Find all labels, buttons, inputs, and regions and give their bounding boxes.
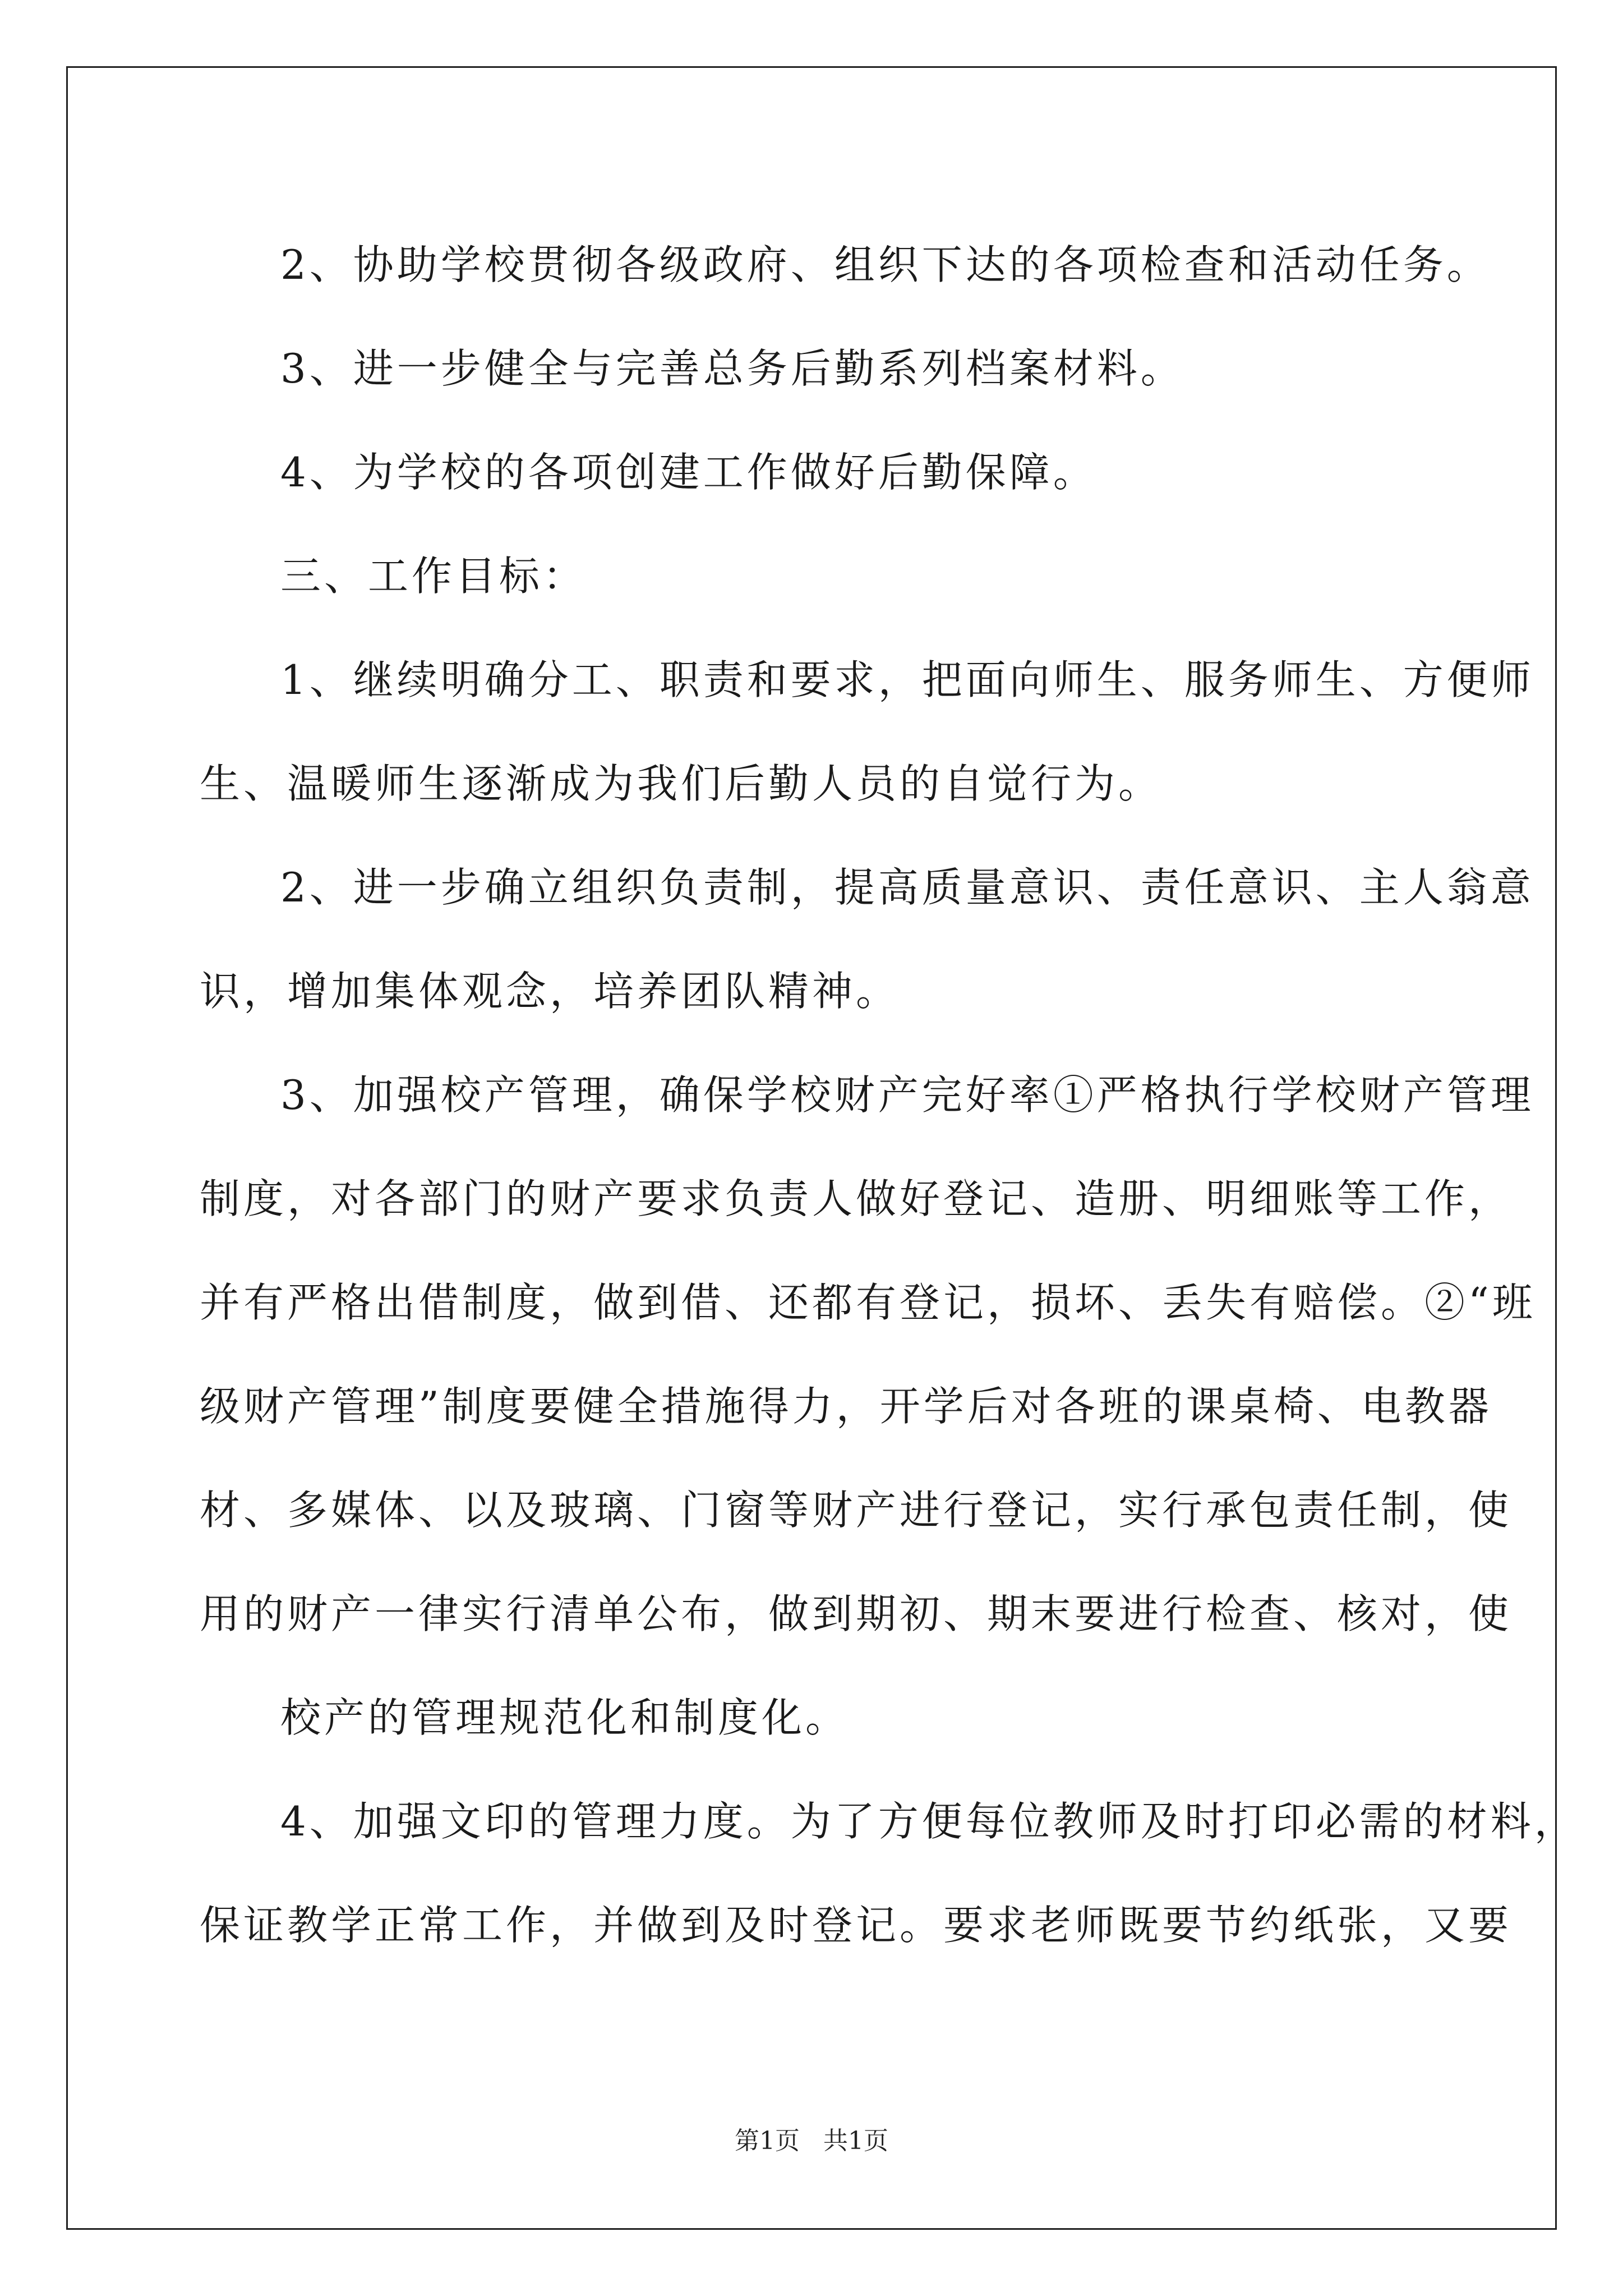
paragraph-line: 4、加强文印的管理力度。为了方便每位教师及时打印必需的材料，: [280, 1798, 1578, 1845]
paragraph-line: 校产的管理规范化和制度化。: [280, 1694, 850, 1741]
paragraph-line: 1、继续明确分工、职责和要求，把面向师生、服务师生、方便师: [280, 656, 1534, 703]
paragraph-line: 识，增加集体观念，培养团队精神。: [200, 968, 900, 1015]
paragraph-line: 并有严格出借制度，做到借、还都有登记，损坏、丢失有赔偿。②“班: [200, 1279, 1536, 1326]
paragraph-line: 材、多媒体、以及玻璃、门窗等财产进行登记，实行承包责任制，使: [200, 1487, 1513, 1534]
page-total: 共1页: [823, 2127, 888, 2155]
paragraph-line: 2、进一步确立组织负责制，提高质量意识、责任意识、主人翁意: [280, 864, 1534, 911]
paragraph-line: 用的财产一律实行清单公布，做到期初、期末要进行检查、核对，使: [200, 1590, 1513, 1637]
paragraph-line: 生、温暖师生逐渐成为我们后勤人员的自觉行为。: [200, 760, 1163, 807]
paragraph-line: 3、进一步健全与完善总务后勤系列档案材料。: [280, 345, 1184, 392]
document-body: [200, 213, 1578, 1977]
page-number: 第1页: [735, 2127, 800, 2155]
section-heading: 三、工作目标：: [280, 553, 587, 600]
paragraph-line: 3、加强校产管理，确保学校财产完好率①严格执行学校财产管理: [280, 1071, 1534, 1119]
paragraph-line: 制度，对各部门的财产要求负责人做好登记、造册、明细账等工作，: [200, 1175, 1513, 1222]
paragraph-line: 2、协助学校贯彻各级政府、组织下达的各项检查和活动任务。: [280, 241, 1491, 288]
paragraph-line: 4、为学校的各项创建工作做好后勤保障。: [280, 449, 1097, 496]
paragraph-line: 保证教学正常工作，并做到及时登记。要求老师既要节约纸张，又要: [200, 1902, 1513, 1949]
paragraph-line: 级财产管理”制度要健全措施得力，开学后对各班的课桌椅、电教器: [200, 1383, 1492, 1430]
page-footer: [0, 2120, 1623, 2156]
